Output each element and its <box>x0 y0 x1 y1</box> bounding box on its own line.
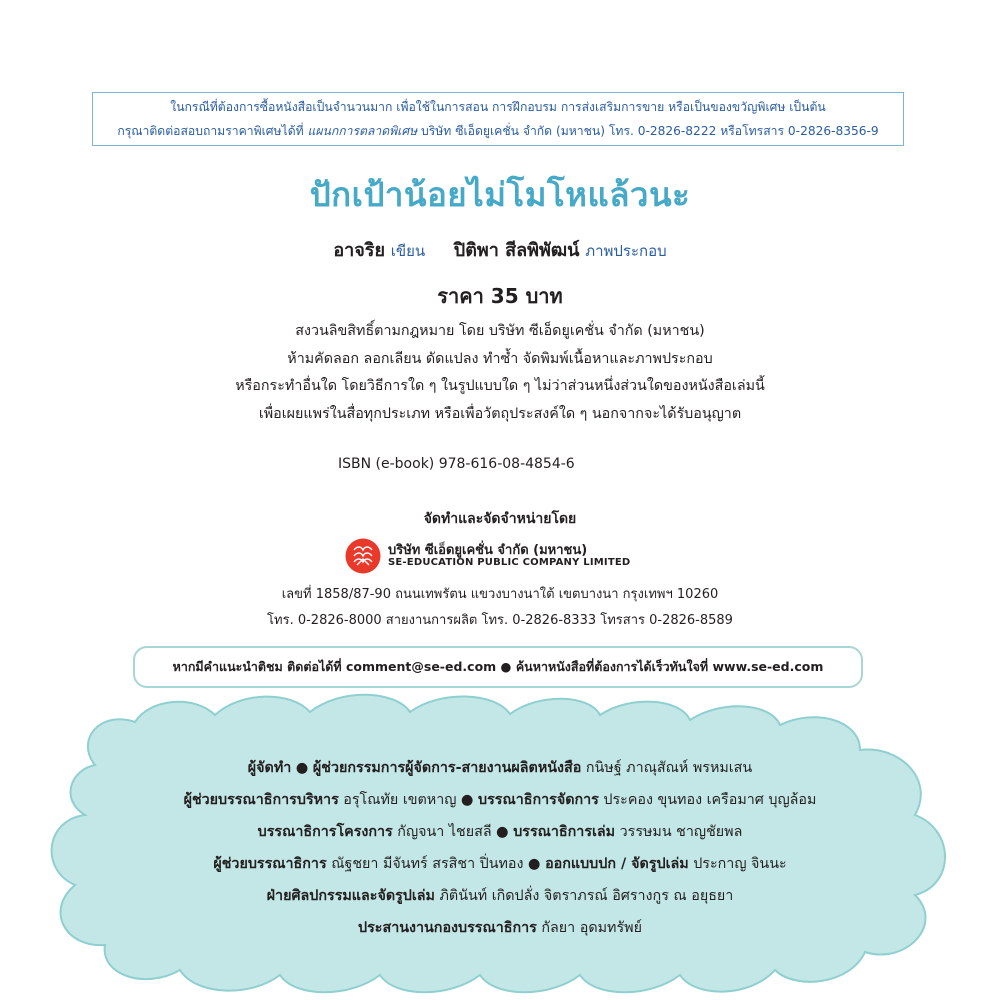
contact-banner <box>133 646 863 688</box>
staff-row: ผู้จัดทำ ● ผู้ช่วยกรรมการผู้จัดการ-สายงานผลิตหนังสือ กนิษฐ์ ภาณุสัณห์ พรหมเสน <box>247 760 753 776</box>
notice-line-1: ในกรณีที่ต้องการซื้อหนังสือเป็นจำนวนมาก เพื่อใช้ในการสอน การฝึกอบรม การส่งเสริมการขาย หรือเป็นของขวัญพิเศษ เป็นต้น <box>170 100 826 114</box>
illustrator-name: ปิติพา สีลพิพัฒน์ <box>453 240 580 261</box>
staff-role: ผู้จัดทำ <box>247 760 292 776</box>
book-credits <box>0 235 1000 264</box>
book-price: ราคา 35 บาท <box>437 284 563 308</box>
copyright-notice <box>0 318 1000 428</box>
rights-line-2: ห้ามคัดลอก ลอกเลียน ดัดแปลง ทำซ้ำ จัดพิมพ์เนื้อหาและภาพประกอบ <box>287 350 713 367</box>
company-address <box>0 582 1000 634</box>
staff-role: บรรณาธิการเล่ม <box>513 824 616 840</box>
staff-row <box>0 880 1000 912</box>
rights-line-4: เพื่อเผยแพร่ในสื่อทุกประเภท หรือเพื่อวัตถุประสงค์ใด ๆ นอกจากจะได้รับอนุญาต <box>258 405 742 422</box>
staff-name: กัญจนา ไชยสลี <box>397 824 492 840</box>
notice-line-2 <box>93 119 903 143</box>
staff-role: ออกแบบปก / จัดรูปเล่ม <box>545 856 689 872</box>
address-line: เลขที่ 1858/87-90 ถนนเทพรัตน แขวงบางนาใต้ เขตบางนา กรุงเทพฯ 10260 <box>281 587 719 602</box>
staff-row: ผู้ช่วยบรรณาธิการ ณัฐชยา มีจันทร์ สรสิชา ปิ่นทอง ● ออกแบบปก / จัดรูปเล่ม ประกาญ จินนะ <box>213 856 787 872</box>
staff-role: ฝ่ายศิลปกรรมและจัดรูปเล่ม <box>266 888 435 904</box>
staff-row <box>0 912 1000 944</box>
staff-name: ภิตินันท์ เกิดปลั่ง จิตราภรณ์ อิศรางกูร ณ อยุธยา <box>439 888 734 904</box>
author-role: เขียน <box>390 242 426 260</box>
staff-role: ผู้ช่วยบรรณาธิการบริหาร <box>183 792 339 808</box>
staff-role: ผู้ช่วยกรรมการผู้จัดการ-สายงานผลิตหนังสือ <box>312 760 582 776</box>
notice-line-2-pre: กรุณาติดต่อสอบถามราคาพิเศษได้ที่ <box>117 124 308 138</box>
bulk-order-notice <box>92 92 904 146</box>
company-name-english: SE-EDUCATION PUBLIC COMPANY LIMITED <box>388 557 631 568</box>
staff-role: ผู้ช่วยบรรณาธิการ <box>213 856 327 872</box>
staff-role: ประสานงานกองบรรณาธิการ <box>358 920 537 936</box>
distributor-label: จัดทำและจัดจำหน่ายโดย <box>423 511 577 527</box>
editorial-staff <box>0 752 1000 944</box>
phone-line: โทร. 0-2826-8000 สายงานการผลิต โทร. 0-2826-8333 โทรสาร 0-2826-8589 <box>267 613 733 628</box>
illustrator-role: ภาพประกอบ <box>585 242 667 260</box>
staff-name: กัลยา อุดมทรัพย์ <box>541 920 642 936</box>
se-ed-logo-icon <box>345 538 381 574</box>
book-title: ปักเป้าน้อยไม่โมโหแล้วนะ <box>309 175 691 214</box>
author-name: อาจริย <box>333 240 386 261</box>
comment-contact[interactable]: หากมีคำแนะนำติชม ติดต่อได้ที่ comment@se-ed.com <box>172 659 497 674</box>
staff-role: บรรณาธิการจัดการ <box>478 792 599 808</box>
isbn: ISBN (e-book) 978-616-08-4854-6 <box>338 456 575 472</box>
notice-department: แผนกการตลาดพิเศษ <box>307 124 418 138</box>
staff-name: ณัฐชยา มีจันทร์ สรสิชา ปิ่นทอง <box>331 856 524 872</box>
staff-name: ประกาญ จินนะ <box>693 856 787 872</box>
website-link[interactable]: ค้นหาหนังสือที่ต้องการได้เร็วทันใจที่ www.se-ed.com <box>515 659 824 674</box>
staff-name: อรุโณทัย เขตหาญ <box>343 792 457 808</box>
staff-name: วรรษมน ชาญชัยพล <box>619 824 743 840</box>
rights-line-3: หรือกระทำอื่นใด โดยวิธีการใด ๆ ในรูปแบบใด ๆ ไม่ว่าส่วนหนึ่งส่วนใดของหนังสือเล่มนี้ <box>235 378 765 394</box>
staff-name: ประคอง ขุนทอง เครือมาศ บุญล้อม <box>603 792 817 808</box>
rights-line-1: สงวนลิขสิทธิ์ตามกฎหมาย โดย บริษัท ซีเอ็ดยูเคชั่น จำกัด (มหาชน) <box>295 323 705 339</box>
staff-row: บรรณาธิการโครงการ กัญจนา ไชยสลี ● บรรณาธิการเล่ม วรรษมน ชาญชัยพล <box>257 824 743 840</box>
staff-name: กนิษฐ์ ภาณุสัณห์ พรหมเสน <box>585 760 753 776</box>
company-name-thai: บริษัท ซีเอ็ดยูเคชั่น จำกัด (มหาชน) <box>388 543 588 558</box>
bullet-separator: ● <box>500 659 516 674</box>
notice-line-2-post: บริษัท ซีเอ็ดยูเคชั่น จำกัด (มหาชน) โทร. 0-2826-8222 หรือโทรสาร 0-2826-8356-9 <box>417 124 879 138</box>
staff-role: บรรณาธิการโครงการ <box>257 824 393 840</box>
staff-row: ผู้ช่วยบรรณาธิการบริหาร อรุโณทัย เขตหาญ ● บรรณาธิการจัดการ ประคอง ขุนทอง เครือมาศ บุญล้อม <box>183 792 817 808</box>
